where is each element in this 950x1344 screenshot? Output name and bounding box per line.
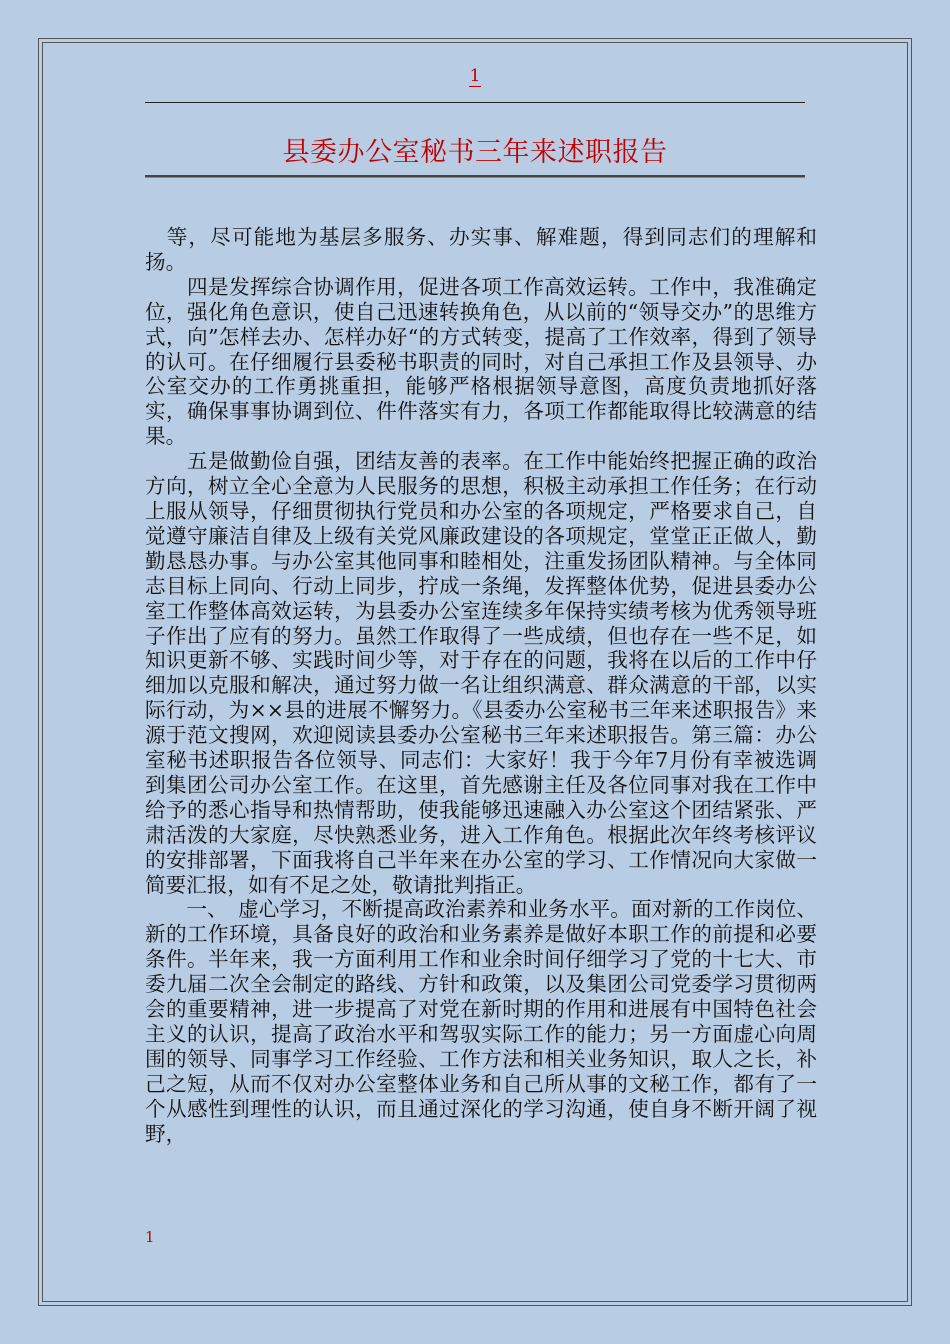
- paragraph: 四是发挥综合协调作用，促进各项工作高效运转。工作中，我准确定位，强化角色意识，使自己迅速转换角色，从以前的“领导交办”的思维方式，向”怎样去办、怎样办好“的方式转变，提高了工作效率，得到了领导的认可。在仔细履行县委秘书职责的同时，对自己承担工作及县领导、办公室交办的工作勇挑重担，能够严格根据领导意图，高度负责地抓好落实，确保事事协调到位、件件落实有力，各项工作都能取得比较满意的结果。: [145, 274, 817, 449]
- paragraph: 等，尽可能地为基层多服务、办实事、解难题，得到同志们的理解和扬。: [145, 225, 817, 274]
- header-page-number: [0, 66, 950, 86]
- header-page-number-text: 1: [469, 66, 481, 86]
- document-body: [145, 225, 817, 1147]
- paragraph: 五是做勤俭自强，团结友善的表率。在工作中能始终把握正确的政治方向，树立全心全意为人民服务的思想，积极主动承担工作任务；在行动上服从领导，仔细贯彻执行党员和办公室的各项规定，严格要求自己，自觉遵守廉洁自律及上级有关党风廉政建设的各项规定，堂堂正正做人，勤勤恳恳办事。与办公室其他同事和睦相处，注重发扬团队精神。与全体同志目标上同向、行动上同步，拧成一条绳，发挥整体优势，促进县委办公室工作整体高效运转，为县委办公室连续多年保持实绩考核为优秀领导班子作出了应有的努力。虽然工作取得了一些成绩，但也存在一些不足，如知识更新不够、实践时间少等，对于存在的问题，我将在以后的工作中仔细加以克服和解决，通过努力做一名让组织满意、群众满意的干部，以实际行动，为××县的进展不懈努力。《县委办公室秘书三年来述职报告》来源于范文搜网，欢迎阅读县委办公室秘书三年来述职报告。第三篇：办公室秘书述职报告各位领导、同志们：大家好！我于今年7月份有幸被选调到集团公司办公室工作。在这里，首先感谢主任及各位同事对我在工作中给予的悉心指导和热情帮助，使我能够迅速融入办公室这个团结紧张、严肃活泼的大家庭，尽快熟悉业务，进入工作角色。根据此次年终考核评议的安排部署，下面我将自己半年来在办公室的学习、工作情况向大家做一简要汇报，如有不足之处，敬请批判指正。: [145, 449, 817, 897]
- footer-page-number: 1: [145, 1228, 155, 1246]
- header-rule: [145, 102, 805, 103]
- document-title: 县委办公室秘书三年来述职报告: [282, 137, 668, 168]
- title-rule: [145, 175, 805, 177]
- paragraph: 一、 虚心学习，不断提高政治素养和业务水平。面对新的工作岗位、新的工作环境，具备良好的政治和业务素养是做好本职工作的前提和必要条件。半年来，我一方面利用工作和业余时间仔细学习了党的十七大、市委九届二次全会制定的路线、方针和政策，以及集团公司党委学习贯彻两会的重要精神，进一步提高了对党在新时期的作用和进展有中国特色社会主义的认识，提高了政治水平和驾驭实际工作的能力；另一方面虚心向周围的领导、同事学习工作经验、工作方法和相关业务知识，取人之长，补己之短，从而不仅对办公室整体业务和自己所从事的文秘工作，都有了一个从感性到理性的认识，而且通过深化的学习沟通，使自身不断开阔了视野，: [145, 897, 817, 1146]
